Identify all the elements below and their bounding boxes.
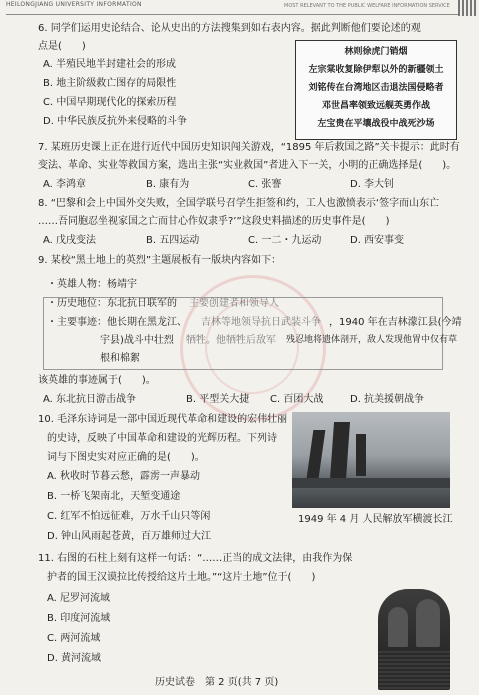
q9-option-b: B. 平型关大捷 [186,394,250,405]
q9-hero: ・英雄人物：杨靖宇 [47,279,137,290]
q8-option-a: A. 戊戌变法 [43,235,97,246]
q8-stem-line-2: ……吾同胞忍坐视家国之亡而甘心作奴隶乎?’”这段史料描述的历史事件是( ) [38,216,390,227]
q6-box-line: 林则徐虎门销烟 [344,47,408,57]
q10-stem-line-3: 词与下图史实对应正确的是( )。 [47,452,205,463]
photo-caption: 1949 年 4 月 人民解放军横渡长江 [298,514,453,525]
q8-option-d: D. 西安事变 [350,235,405,246]
qr-code-icon [458,0,478,16]
header-divider [6,14,458,15]
header-right-text: MOST RELEVANT TO THE PUBLIC WELFARE INFORMATION SERVICE [284,3,450,9]
q8-stem-line-1: 8. “巴黎和会上中国外交失败，全国学联号召学生拒签和约，工人也激愤表示‘签字而山东亡 [38,198,440,209]
q10-option-c: C. 红军不怕远征难，万水千山只等闲 [47,511,211,522]
page-header [0,0,479,16]
q8-option-c: C. 一二・九运动 [248,235,322,246]
q6-stem-line-1: 6. 同学们运用史论结合、论从史出的方法搜集到如右表内容。据此判断他们要论述的观 [38,23,421,34]
q6-box-line: 刘铭传在台湾地区击退法国侵略者 [308,83,444,93]
q6-option-d: D. 中华民族反抗外来侵略的斗争 [43,116,188,127]
q9-deeds-1a: ・主要事迹：他长期在黑龙江、 [47,317,187,328]
q11-option-c: C. 两河流域 [47,633,101,644]
q7-option-a: A. 李鸿章 [43,179,87,190]
q7-option-b: B. 康有为 [146,179,190,190]
q9-deeds-2b: 牺牲。他牺牲后敌军 [186,335,276,346]
q7-option-d: D. 李大钊 [350,179,395,190]
q10-stem-line-1: 10. 毛泽东诗词是一部中国近现代革命和建设的宏伟壮丽 [38,414,288,425]
q10-stem-line-2: 的史诗，反映了中国革命和建设的光辉历程。下列诗 [47,433,277,444]
q10-option-b: B. 一桥飞架南北，天堑变通途 [47,491,181,502]
q11-stem-line-1: 11. 右图的石柱上刻有这样一句话：“……正当的成文法律，由我作为保 [38,553,353,564]
q11-option-b: B. 印度河流域 [47,613,111,624]
q8-option-b: B. 五四运动 [146,235,200,246]
q6-option-a: A. 半殖民地半封建社会的形成 [43,59,177,70]
q6-option-b: B. 地主阶级救亡图存的局限性 [43,78,177,89]
q6-stem-line-2: 点是( ) [38,41,86,52]
q9-deeds-1c: ，1940 年在吉林濛江县(今靖 [329,317,462,328]
header-school: HEILONGJIANG UNIVERSITY INFORMATION [6,1,142,8]
q10-option-a: A. 秋收时节暮云愁，霹雳一声暴动 [47,471,201,482]
q9-stem: 9. 某校“黑土地上的英烈”主题展板有一版块内容如下： [38,255,282,266]
q7-stem-line-1: 7. 某班历史课上正在进行近代中国历史知识闯关游戏，“1895 年后救国之路”关卡提示：此时有 [38,142,460,153]
q9-deeds-2c: 残忍地将遗体剖开，敌人发现他胃中仅有草 [286,335,458,345]
q6-box-line: 左宗棠收复除伊犁以外的新疆领土 [308,65,444,75]
q9-deeds-1b: 吉林等地领导抗日武装斗争 [201,317,321,328]
q9-status-faded: 主要创建者和领导人 [189,298,279,309]
q6-box-line: 邓世昌率领致远舰英勇作战 [321,101,430,111]
q9-status-label: ・历史地位：东北抗日联军的 [47,298,177,309]
q7-stem-line-2: 变法、革命、实业等救国方案，选出主张“实业救国”者进入下一关，小明的正确选择是( )。 [38,160,457,171]
page-footer: 历史试卷 第 2 页(共 7 页) [155,677,279,688]
q9-question: 该英雄的事迹属于( )。 [38,375,156,386]
q6-option-c: C. 中国早期现代化的探索历程 [43,97,177,108]
q9-option-d: D. 抗美援朝战争 [350,394,425,405]
q11-option-a: A. 尼罗河流域 [47,593,111,604]
q7-option-c: C. 张謇 [248,179,282,190]
q11-option-d: D. 黄河流域 [47,653,102,664]
q9-deeds-2a: 宇县)战斗中壮烈 [100,335,174,346]
q9-option-a: A. 东北抗日游击战争 [43,394,137,405]
q6-evidence-box [295,40,457,140]
q10-option-d: D. 钟山风雨起苍黄，百万雄师过大江 [47,531,212,542]
hammurabi-stele-image [378,589,450,690]
q6-box-line: 左宝贵在平壤战役中战死沙场 [317,119,435,129]
q11-stem-line-2: 护者的国王汉谟拉比传授给这片土地。”“这片土地”位于( ) [47,572,316,583]
river-crossing-photo [292,412,450,508]
q9-option-c: C. 百团大战 [270,394,324,405]
q9-deeds-3: 根和棉絮 [100,353,140,364]
